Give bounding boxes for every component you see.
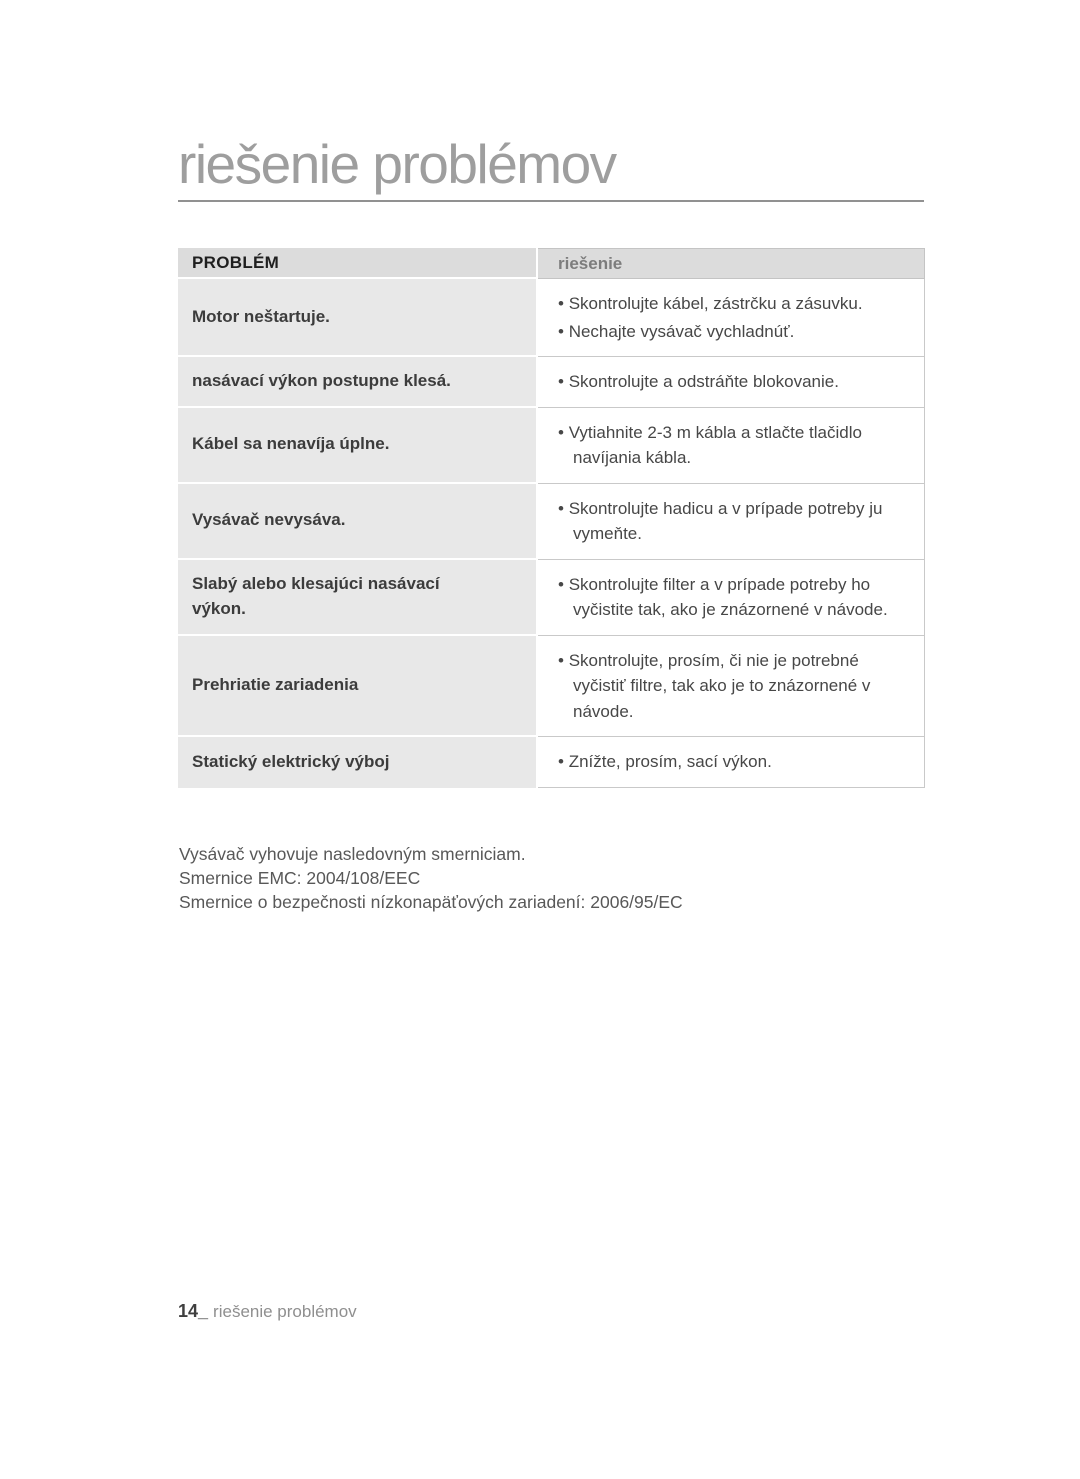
solution-cell bbox=[538, 357, 925, 408]
page-title: riešenie problémov bbox=[178, 133, 616, 195]
solution-column-header: riešenie bbox=[538, 248, 925, 279]
table-header-row bbox=[178, 248, 925, 279]
problem-column-header: PROBLÉM bbox=[178, 248, 538, 279]
solution-item: • Skontrolujte kábel, zástrčku a zásuvku. bbox=[558, 291, 900, 317]
table-row bbox=[178, 560, 925, 636]
table-row bbox=[178, 357, 925, 408]
solution-cell bbox=[538, 560, 925, 636]
solution-cell bbox=[538, 484, 925, 560]
table-row bbox=[178, 279, 925, 357]
troubleshooting-table bbox=[178, 248, 925, 788]
solution-item: • Skontrolujte, prosím, či nie je potrebné vyčistiť filtre, tak ako je to znázornené v návode. bbox=[558, 648, 900, 725]
solution-item: • Nechajte vysávač vychladnúť. bbox=[558, 319, 900, 345]
compliance-line: Vysávač vyhovuje nasledovným smerniciam. bbox=[179, 844, 526, 864]
solution-item: • Vytiahnite 2-3 m kábla a stlačte tlačidlo navíjania kábla. bbox=[558, 420, 900, 471]
table-row bbox=[178, 484, 925, 560]
solution-item: • Znížte, prosím, sací výkon. bbox=[558, 749, 900, 775]
solution-cell bbox=[538, 408, 925, 484]
solution-cell bbox=[538, 636, 925, 738]
problem-cell: Kábel sa nenavíja úplne. bbox=[178, 408, 538, 484]
problem-cell: Slabý alebo klesajúci nasávací výkon. bbox=[178, 560, 538, 636]
problem-cell: Prehriatie zariadenia bbox=[178, 636, 538, 738]
problem-cell: Vysávač nevysáva. bbox=[178, 484, 538, 560]
table-row bbox=[178, 737, 925, 788]
problem-cell: Statický elektrický výboj bbox=[178, 737, 538, 788]
solution-cell bbox=[538, 279, 925, 357]
table-row bbox=[178, 408, 925, 484]
solution-cell bbox=[538, 737, 925, 788]
table-row bbox=[178, 636, 925, 738]
problem-cell: nasávací výkon postupne klesá. bbox=[178, 357, 538, 408]
compliance-note bbox=[179, 842, 683, 914]
solution-item: • Skontrolujte filter a v prípade potreby ho vyčistite tak, ako je znázornené v návode. bbox=[558, 572, 900, 623]
page-footer bbox=[178, 1301, 357, 1322]
page-number: 14_ bbox=[178, 1301, 209, 1321]
solution-item: • Skontrolujte a odstráňte blokovanie. bbox=[558, 369, 900, 395]
footer-section-label: riešenie problémov bbox=[213, 1302, 357, 1321]
problem-cell: Motor neštartuje. bbox=[178, 279, 538, 357]
solution-item: • Skontrolujte hadicu a v prípade potreby ju vymeňte. bbox=[558, 496, 900, 547]
compliance-line: Smernice o bezpečnosti nízkonapäťových zariadení: 2006/95/EC bbox=[179, 892, 683, 912]
compliance-line: Smernice EMC: 2004/108/EEC bbox=[179, 868, 421, 888]
page-header bbox=[178, 134, 924, 202]
